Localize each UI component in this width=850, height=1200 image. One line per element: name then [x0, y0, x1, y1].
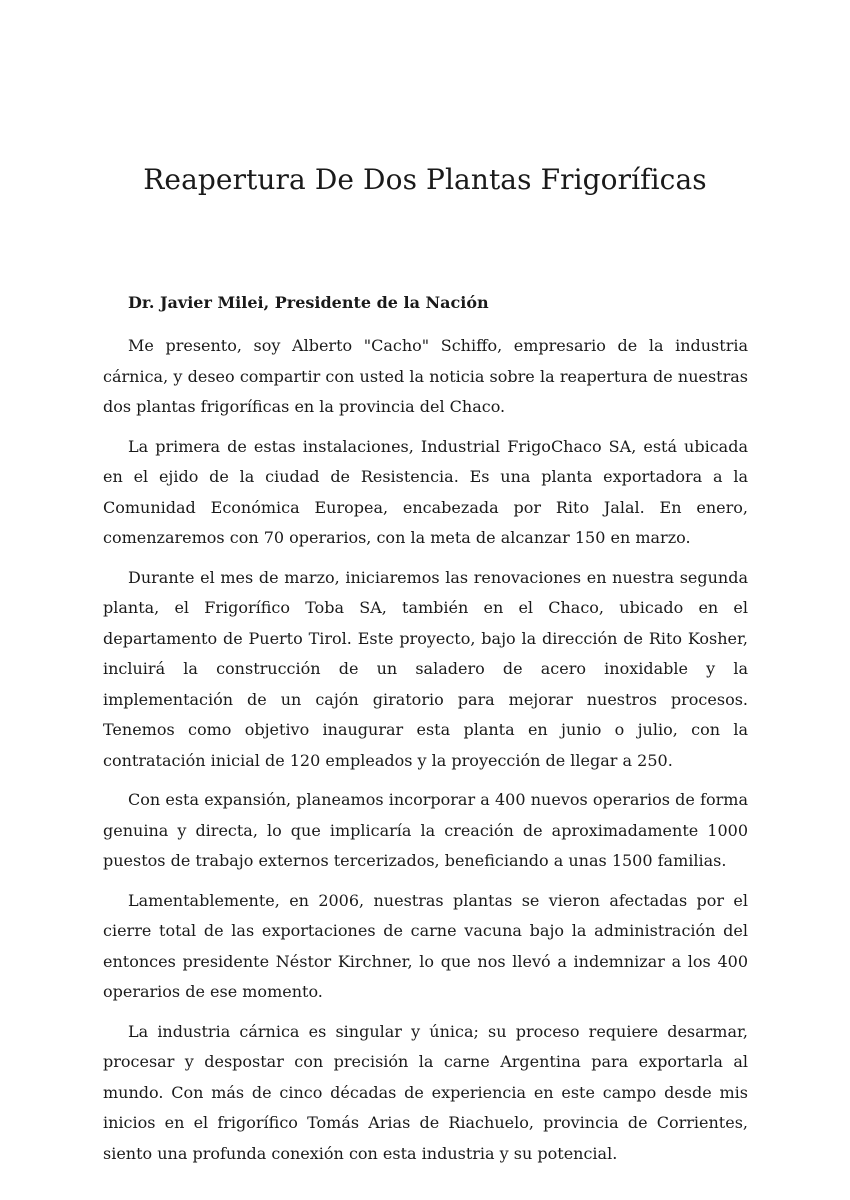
paragraph-1: Me presento, soy Alberto "Cacho" Schiffo, empresario de la industria cárnica, y deseo compartir con usted la noticia sobre la reapertura de nuestras dos plantas frigoríficas en la provincia del Chaco.	[103, 336, 748, 416]
paragraph-5: Lamentablemente, en 2006, nuestras plantas se vieron afectadas por el cierre total de las exportaciones de carne vacuna bajo la administración del entonces presidente Néstor Kirchner, lo que nos llevó a indemnizar a los 400 operarios de ese momento.	[103, 890, 748, 1001]
paragraph-3: Durante el mes de marzo, iniciaremos las renovaciones en nuestra segunda planta, el Frigorífico Toba SA, también en el Chaco, ubicado en el departamento de Puerto Tirol. Este proyecto, bajo la dirección de Rito Kosher, incluirá la construcción de un saladero de acero inoxidable y la implementación de un cajón giratorio para mejorar nuestros procesos. Tenemos como objetivo inaugurar esta planta en junio o julio, con la contratación inicial de 120 empleados y la proyección de llegar a 250.	[103, 567, 748, 770]
paragraph-6: La industria cárnica es singular y única; su proceso requiere desarmar, procesar y despostar con precisión la carne Argentina para exportarla al mundo. Con más de cinco décadas de experiencia en este campo desde mis inicios en el frigorífico Tomás Arias de Riachuelo, provincia de Corrientes, siento una profunda conexión con esta industria y su potencial.	[103, 1021, 748, 1163]
salutation: Dr. Javier Milei, Presidente de la Nación	[128, 293, 489, 312]
paragraph-2: La primera de estas instalaciones, Industrial FrigoChaco SA, está ubicada en el ejido de la ciudad de Resistencia. Es una planta exportadora a la Comunidad Económica Europea, encabezada por Rito Jalal. En enero, comenzaremos con 70 operarios, con la meta de alcanzar 150 en marzo.	[103, 436, 748, 547]
paragraph-4: Con esta expansión, planeamos incorporar a 400 nuevos operarios de forma genuina y directa, lo que implicaría la creación de aproximadamente 1000 puestos de trabajo externos tercerizados, beneficiando a unas 1500 familias.	[103, 790, 748, 870]
document-title: Reapertura De Dos Plantas Frigoríficas	[143, 163, 707, 196]
document-body	[103, 288, 748, 1178]
